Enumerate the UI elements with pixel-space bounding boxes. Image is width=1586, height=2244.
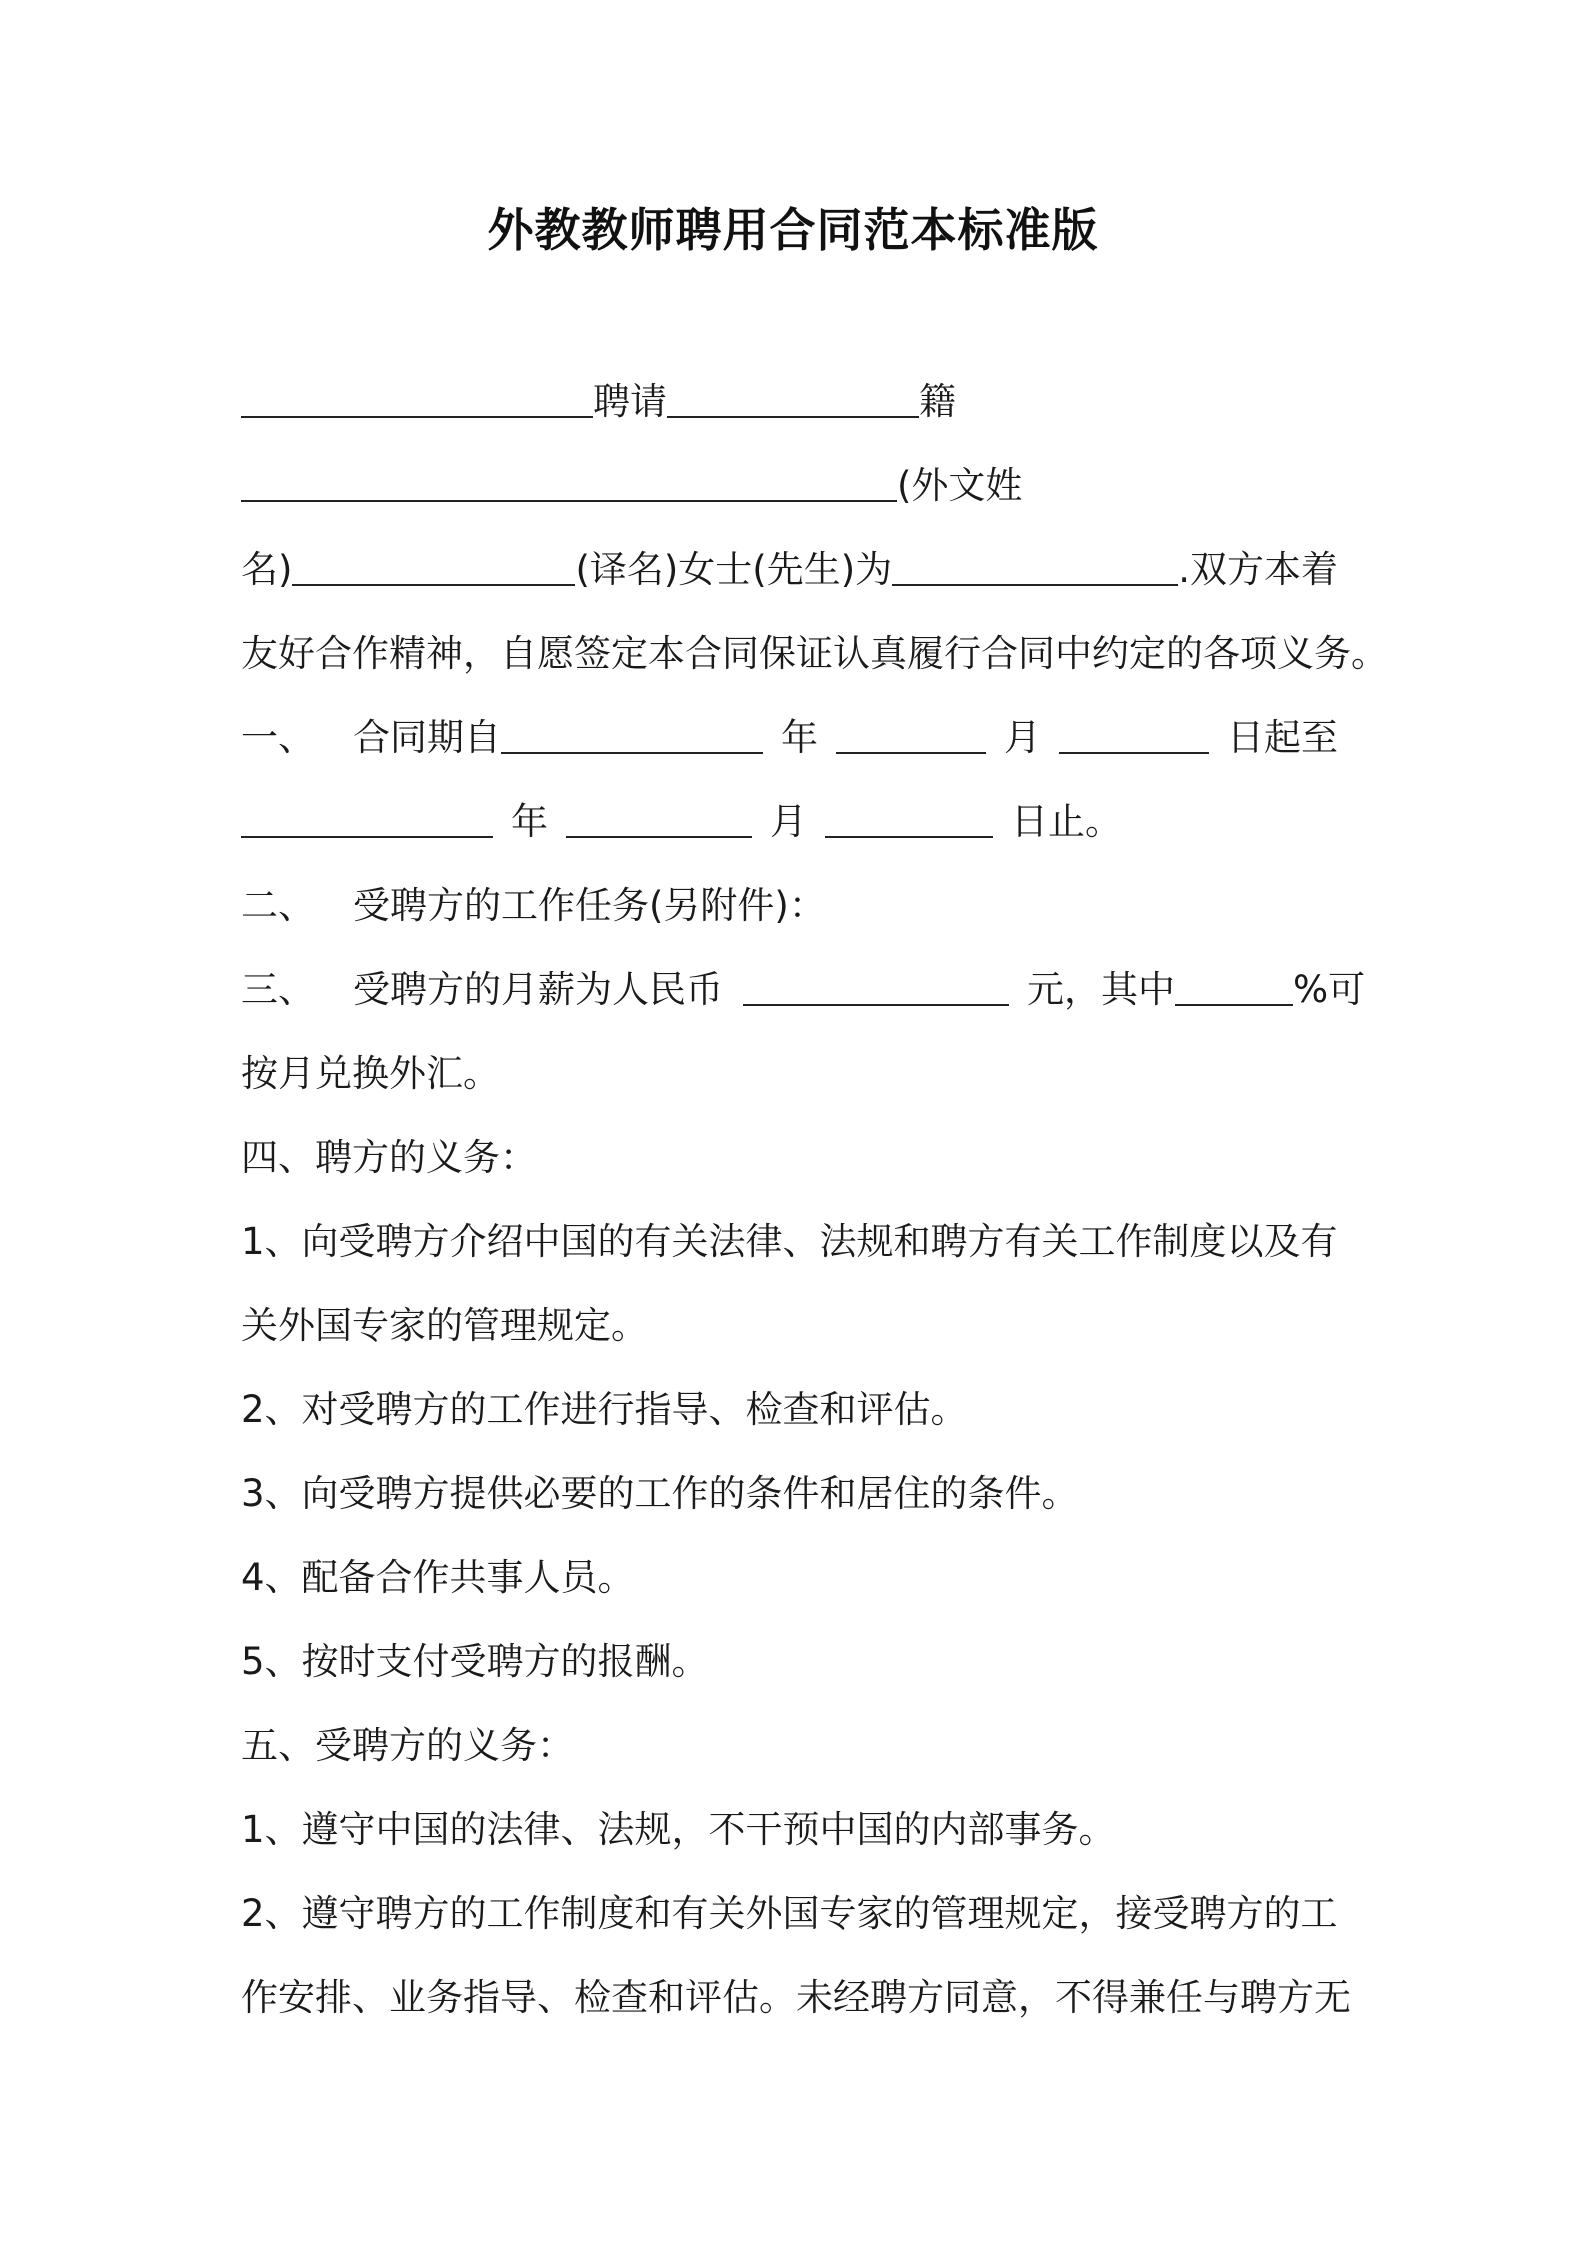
clause-4-item: 关外国专家的管理规定。 (241, 1304, 648, 1347)
clause-2 (241, 874, 1371, 958)
intro-line-2 (241, 454, 1371, 538)
intro-line-1 (241, 370, 1371, 454)
clause-text: 受聘方的月薪为人民币 (353, 968, 723, 1011)
translated-name-blank[interactable] (292, 544, 575, 586)
year-label: 年 (511, 800, 548, 843)
start-day-blank[interactable] (1059, 712, 1209, 754)
clause-text: 日起至 (1227, 716, 1338, 759)
foreign-name-blank[interactable] (241, 460, 897, 502)
salary-blank[interactable] (743, 964, 1009, 1006)
clause-4-item: 4、配备合作共事人员。 (241, 1556, 635, 1599)
end-month-blank[interactable] (566, 796, 752, 838)
document-body (241, 370, 1388, 2050)
clause-4-item: 2、对受聘方的工作进行指导、检查和评估。 (241, 1388, 968, 1431)
intro-text: 名) (241, 548, 293, 591)
clause-4-item: 1、向受聘方介绍中国的有关法律、法规和聘方有关工作制度以及有 (241, 1220, 1338, 1263)
clause-number: 二、 (241, 884, 315, 927)
nationality-blank[interactable] (667, 376, 919, 418)
clause-5-heading: 五、受聘方的义务： (241, 1724, 574, 1767)
clause-text: 受聘方的工作任务(另附件)： (353, 884, 826, 927)
intro-text: (外文姓 (897, 464, 1023, 507)
clause-number: 三、 (241, 968, 315, 1011)
intro-text: 籍 (919, 380, 956, 423)
month-label: 月 (770, 800, 807, 843)
intro-line-4: 友好合作精神，自愿签定本合同保证认真履行合同中约定的各项义务。 (241, 632, 1388, 675)
start-year-blank[interactable] (501, 712, 763, 754)
end-day-blank[interactable] (825, 796, 993, 838)
employer-blank[interactable] (241, 376, 593, 418)
start-month-blank[interactable] (836, 712, 986, 754)
month-label: 月 (1004, 716, 1041, 759)
document-title: 外教教师聘用合同范本标准版 (487, 203, 1099, 257)
intro-text: (译名)女士(先生)为 (575, 548, 893, 591)
intro-text: .双方本着 (1178, 548, 1338, 591)
clause-text: 元，其中 (1027, 968, 1175, 1011)
percent-blank[interactable] (1175, 964, 1293, 1006)
clause-4-heading: 四、聘方的义务： (241, 1136, 537, 1179)
end-year-blank[interactable] (241, 796, 493, 838)
clause-4-item: 5、按时支付受聘方的报酬。 (241, 1640, 709, 1683)
position-blank[interactable] (892, 544, 1178, 586)
clause-5-item: 作安排、业务指导、检查和评估。未经聘方同意，不得兼任与聘方无 (241, 1976, 1351, 2019)
clause-1-line-1 (241, 706, 1371, 790)
clause-5-item: 2、遵守聘方的工作制度和有关外国专家的管理规定，接受聘方的工 (241, 1892, 1338, 1935)
clause-5-item: 1、遵守中国的法律、法规，不干预中国的内部事务。 (241, 1808, 1116, 1851)
clause-3-line-1 (241, 958, 1371, 1042)
clause-4-item: 3、向受聘方提供必要的工作的条件和居住的条件。 (241, 1472, 1079, 1515)
intro-line-3 (241, 538, 1371, 622)
clause-text: 日止。 (1011, 800, 1122, 843)
clause-text: %可 (1293, 968, 1366, 1011)
intro-text: 聘请 (593, 380, 667, 423)
year-label: 年 (781, 716, 818, 759)
clause-text: 合同期自 (353, 716, 501, 759)
clause-3-line-2: 按月兑换外汇。 (241, 1052, 500, 1095)
clause-number: 一、 (241, 716, 315, 759)
clause-1-line-2 (241, 790, 1371, 874)
